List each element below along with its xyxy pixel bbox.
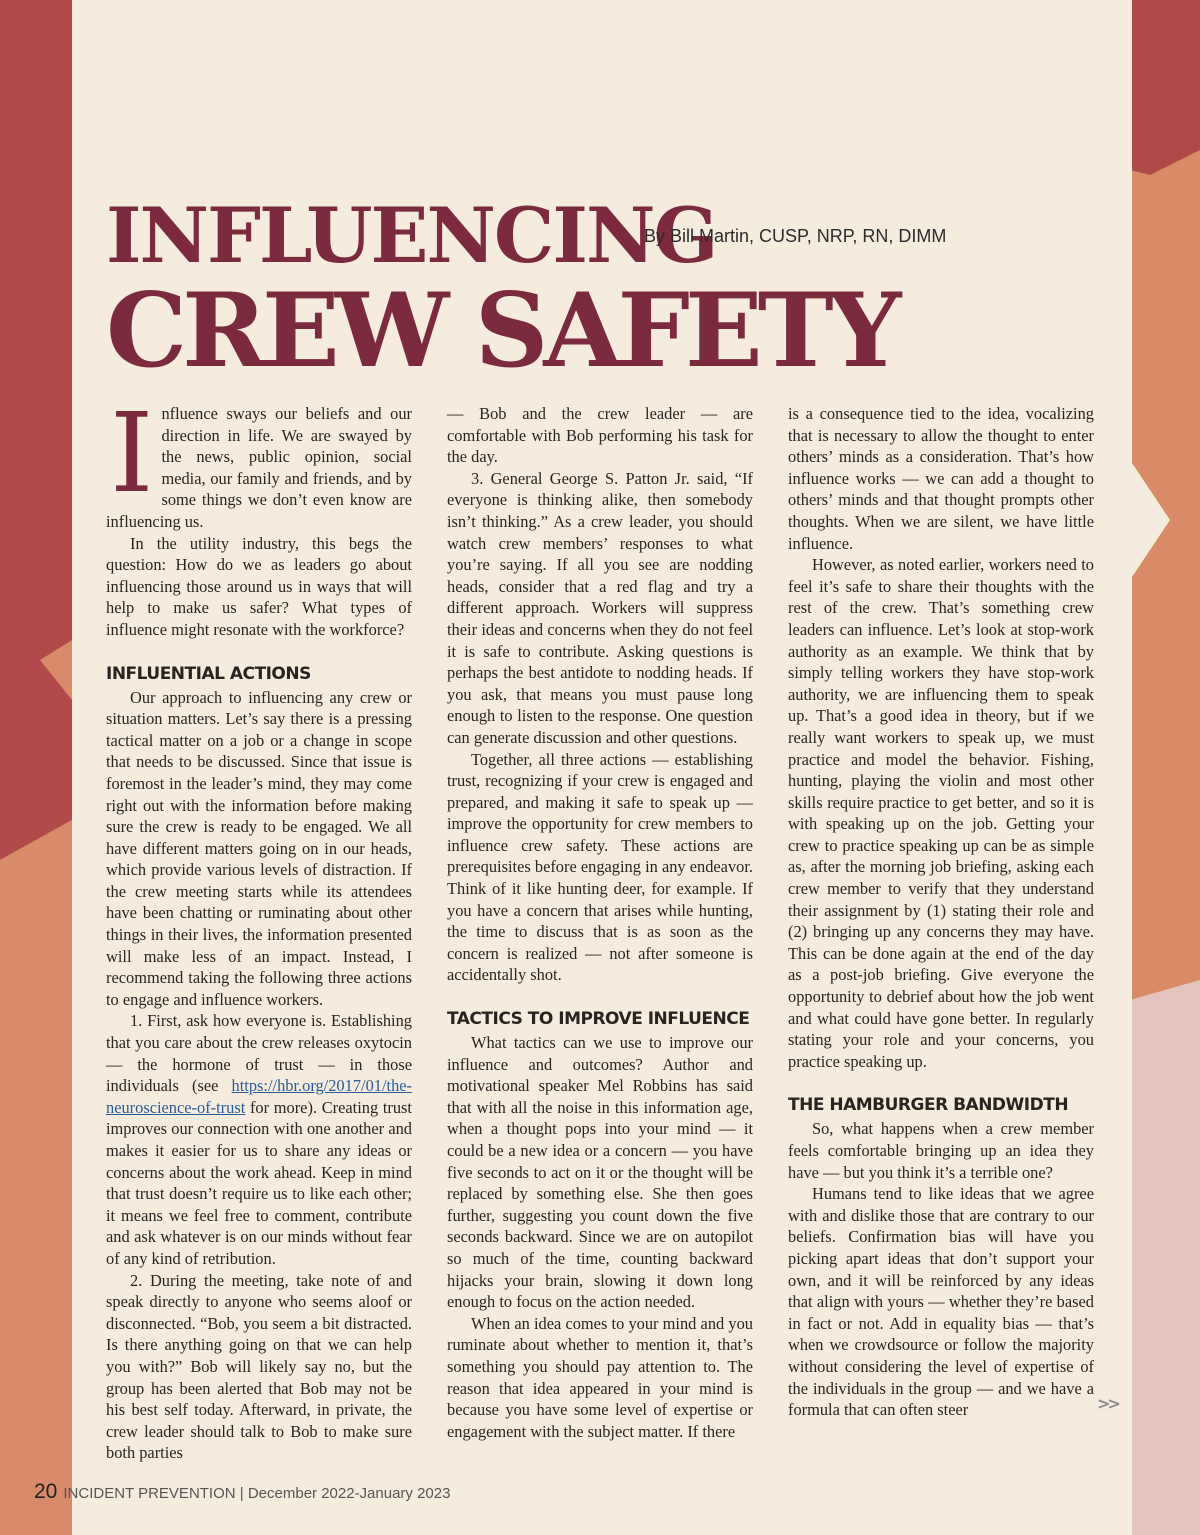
section-heading-tactics: TACTICS TO IMPROVE INFLUENCE [447,1009,750,1030]
paragraph: Humans tend to like ideas that we agree with and dislike those that are contrary to our beliefs. Confirmation bias will have you picking apart ideas that don’t support your own, and it will be reinforced by any ideas that align with yours — whether they’re based in fact or not. Add in equality bias — that’s when we crowdsource or follow the majority without considering the level of expertise of the individuals in the group — and we have a formula that can often steer [788,1184,1094,1420]
paragraph: Our approach to influencing any crew or situation matters. Let’s say there is a pressing tactical matter on a job or a change in scope that needs to be discussed. Since that issue is foremost in the leader’s mind, they may come right out with the information before making sure the crew is ready to be engaged. We all have different matters going on in our heads, which provide various levels of distraction. If the crew meeting starts while its attendees have been chatting or ruminating about other things in their lives, the information presented will make less of an impact. Instead, I recommend taking the following three actions to engage and influence workers. [106,687,412,1009]
paragraph: However, as noted earlier, workers need to feel it’s safe to share their thoughts with the rest of the crew. That’s something crew leaders can influence. Let’s look at stop-work authority as an example. We think that by simply telling workers they have stop-work authority, we are influencing them to speak up. That’s a good idea in theory, but if we really want workers to speak up, we must practice and model the behavior. Fishing, hunting, playing the violin and most other skills require practice to get better, and so it is with speaking up on the job. Getting your crew to practice speaking up can be as simple as, after the morning job briefing, asking each crew member to verify that they understand their assignment by (1) stating their role and (2) bringing up any concerns they may have. This can be done again at the end of the day as a post-job briefing. Give everyone the opportunity to debrief about how the job went and what could have gone better. In regularly stating your role and your concerns, you practice speaking up. [788,555,1094,1071]
column-3 [788,403,1094,1421]
paragraph: 3. General George S. Patton Jr. said, “If everyone is thinking alike, then somebody isn’t thinking.” As a crew leader, you should watch crew members’ responses to what you’re saying. If all you see are nodding heads, consider that a red flag and try a different approach. Workers will suppress their ideas and concerns when they do not feel it is safe to contribute. Asking questions is perhaps the best antidote to nodding heads. If you ask, that means you must pause long enough to listen to the response. One question can generate discussion and other questions. [447,468,753,747]
title-line-2: CREW SAFETY [106,271,897,391]
paragraph: Influence sways our beliefs and our direction in life. We are swayed by the news, public opinion, social media, our family and friends, and by some things we don’t even know are influencing us. [106,389,412,531]
title-line-1: INFLUENCING [106,191,717,280]
paragraph: Together, all three actions — establishing trust, recognizing if your crew is engaged and prepared, and making it safe to speak up — improve the opportunity for crew members to influence crew safety. These actions are prerequisites before engaging in any endeavor. Think of it like hunting deer, for example. If you have a concern that arises while hunting, the time to discuss that is as soon as the concern is realized — not after someone is accidentally shot. [447,749,753,985]
page-footer [34,1480,450,1504]
continue-arrow-icon: >> [1097,1394,1118,1413]
paragraph: is a consequence tied to the idea, vocalizing that is necessary to allow the thought to enter others’ minds as a consideration. That’s how influence works — we can add a thought to others’ minds and that thought prompts other thoughts. When we are silent, we have little influence. [788,404,1094,553]
paragraph: When an idea comes to your mind and you ruminate about whether to mention it, that’s something you should pay attention to. The reason that idea appeared in your mind is because you have some level of expertise or engagement with the subject matter. If there [447,1313,753,1441]
column-1 [106,389,412,1464]
publication-info: INCIDENT PREVENTION | December 2022-January 2023 [63,1485,451,1502]
hbr-link[interactable]: https://hbr.org/2017/01/the-neuroscience-of-trust [106,1076,412,1117]
left-decorative-band [0,0,72,1535]
page-number: 20 [34,1480,58,1503]
drop-cap: I [110,389,154,517]
paragraph: So, what happens when a crew member feels comfortable bringing up an idea they have — but you think it’s a terrible one? [788,1119,1094,1182]
paragraph: — Bob and the crew leader — are comfortable with Bob performing his task for the day. [447,404,753,467]
paragraph: 1. First, ask how everyone is. Establishing that you care about the crew releases oxytocin — the hormone of trust — in those individuals (see https://hbr.org/2017/01/the-neuroscience-of-trust for more). Creating trust improves our connection with one another and makes it easier for us to share any ideas or concerns about the work ahead. Keep in mind that trust doesn’t require us to like each other; it means we feel free to comment, contribute and ask whatever is on our minds without fear of any kind of retribution. [106,1011,412,1268]
paragraph: What tactics can we use to improve our influence and outcomes? Author and motivational speaker Mel Robbins has said that with all the noise in this information age, when a thought pops into your mind — it could be a new idea or a concern — you have five seconds to act on it or the thought will be replaced by something else. She then goes further, suggesting you count down the five seconds backward. Since we are on autopilot so much of the time, counting backward hijacks your brain, slowing it down long enough to focus on the action needed. [447,1033,753,1312]
paragraph: In the utility industry, this begs the question: How do we as leaders go about influencing those around us in ways that will help to make us safer? What types of influence might resonate with the workforce? [106,533,412,639]
byline: By Bill Martin, CUSP, NRP, RN, DIMM [644,226,947,246]
paragraph: 2. During the meeting, take note of and speak directly to anyone who seems aloof or disconnected. “Bob, you seem a bit distracted. Is there anything going on that we can help you with?” Bob will likely say no, but the group has been alerted that Bob may not be his best self today. Afterward, in private, the crew leader should talk to Bob to make sure both parties [106,1270,412,1463]
section-heading-influential-actions: INFLUENTIAL ACTIONS [106,663,311,684]
right-decorative-band [1130,0,1200,1535]
section-heading-hamburger: THE HAMBURGER BANDWIDTH [788,1095,1069,1116]
column-2 [447,403,753,1442]
